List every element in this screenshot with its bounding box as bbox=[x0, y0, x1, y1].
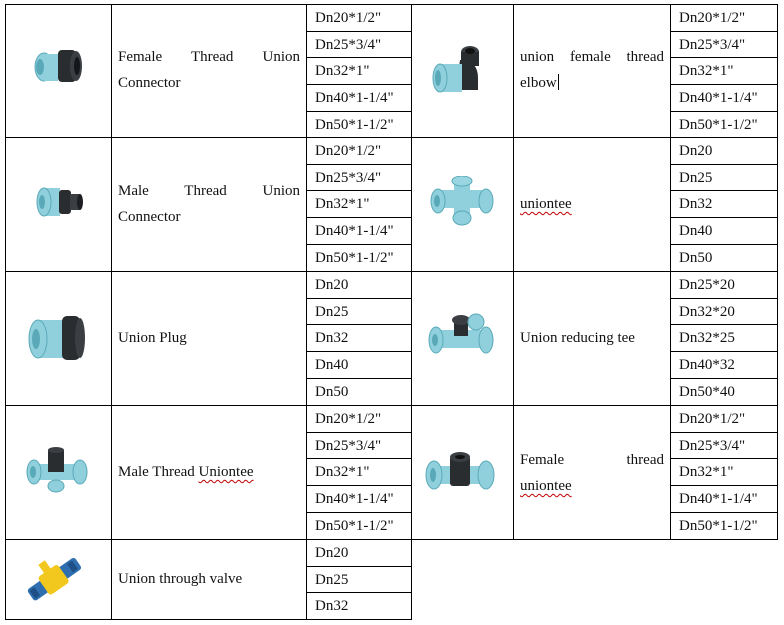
product-name-line2: uniontee bbox=[520, 478, 572, 494]
size-cell: Dn25*3/4" bbox=[315, 437, 382, 454]
size-cell: Dn50*1-1/2" bbox=[315, 517, 394, 534]
size-cell: Dn50 bbox=[315, 383, 349, 400]
size-cell: Dn40 bbox=[315, 357, 349, 374]
size-cell: Dn40*1-1/4" bbox=[315, 90, 394, 107]
table-border-top bbox=[5, 4, 778, 5]
product-name bbox=[518, 44, 666, 96]
product-name-line1 bbox=[118, 464, 254, 480]
size-cell: Dn50*1-1/2" bbox=[679, 517, 758, 534]
female-thread-union-tee-icon bbox=[424, 448, 496, 500]
size-cell: Dn25*3/4" bbox=[315, 36, 382, 53]
column-divider bbox=[111, 4, 112, 620]
size-cell: Dn40*32 bbox=[679, 357, 735, 374]
size-cell: Dn20*1/2" bbox=[315, 10, 382, 26]
size-cell: Dn20*1/2" bbox=[315, 411, 382, 427]
size-cell: Dn40*1-1/4" bbox=[315, 491, 394, 508]
table-border-left bbox=[5, 4, 6, 620]
size-cell: Dn50 bbox=[679, 249, 713, 266]
size-cell: Dn32 bbox=[315, 330, 349, 347]
union-tee-icon bbox=[428, 176, 496, 226]
size-cell: Dn32*1" bbox=[679, 63, 734, 80]
product-name-line1: Union Plug bbox=[118, 330, 187, 346]
size-cell: Dn32 bbox=[315, 598, 349, 615]
size-cell: Dn20*1/2" bbox=[679, 411, 746, 427]
size-cell: Dn25 bbox=[315, 303, 349, 320]
size-cell: Dn20 bbox=[679, 143, 713, 159]
size-cell: Dn32*1" bbox=[315, 63, 370, 80]
product-name-line1: Female Thread Union bbox=[118, 49, 300, 65]
product-name bbox=[518, 191, 666, 217]
product-name-line1: uniontee bbox=[520, 196, 572, 212]
size-cell: Dn25*3/4" bbox=[679, 36, 746, 53]
size-cell: Dn32*25 bbox=[679, 330, 735, 347]
product-name-line1: Union through valve bbox=[118, 571, 243, 587]
size-cell: Dn32*20 bbox=[679, 303, 735, 320]
size-cell: Dn40*1-1/4" bbox=[679, 90, 758, 107]
product-name-text: Male Thread bbox=[118, 464, 199, 480]
product-name-line1: Male Thread Union bbox=[118, 183, 300, 199]
size-cell: Dn25 bbox=[315, 571, 349, 588]
product-name-text: Uniontee bbox=[198, 464, 254, 480]
size-cell: Dn32*1" bbox=[679, 464, 734, 481]
size-cell: Dn50*1-1/2" bbox=[315, 116, 394, 133]
male-thread-union-connector-icon bbox=[32, 180, 84, 224]
product-name-line2: Connector bbox=[118, 209, 181, 225]
product-name bbox=[116, 325, 302, 351]
female-thread-union-connector-icon bbox=[28, 40, 88, 90]
product-name bbox=[518, 325, 666, 351]
size-cell: Dn40 bbox=[679, 223, 713, 240]
product-name bbox=[116, 459, 302, 485]
size-cell: Dn25*3/4" bbox=[315, 169, 382, 186]
text-cursor bbox=[558, 74, 559, 90]
product-name-line1: union female thread bbox=[520, 49, 664, 65]
size-cell: Dn20*1/2" bbox=[315, 143, 382, 159]
size-cell: Dn20 bbox=[315, 545, 349, 561]
union-plug-icon bbox=[26, 310, 88, 368]
union-female-thread-elbow-icon bbox=[430, 40, 500, 98]
size-cell: Dn32*1" bbox=[315, 464, 370, 481]
product-name bbox=[116, 566, 302, 592]
size-cell: Dn25 bbox=[679, 169, 713, 186]
product-name-line1: Union reducing tee bbox=[520, 330, 635, 346]
product-name-line2-text: elbow bbox=[520, 75, 557, 91]
size-cell: Dn40*1-1/4" bbox=[679, 491, 758, 508]
union-through-valve-icon bbox=[22, 554, 88, 606]
product-name-line2 bbox=[520, 70, 664, 96]
column-divider bbox=[513, 4, 514, 540]
product-name bbox=[116, 44, 302, 96]
size-cell: Dn20 bbox=[315, 277, 349, 293]
size-cell: Dn50*1-1/2" bbox=[679, 116, 758, 133]
product-name-line1: Female thread bbox=[520, 452, 664, 468]
size-cell: Dn32 bbox=[679, 196, 713, 213]
size-cell: Dn20*1/2" bbox=[679, 10, 746, 26]
size-cell: Dn50*1-1/2" bbox=[315, 249, 394, 266]
size-cell: Dn40*1-1/4" bbox=[315, 223, 394, 240]
size-cell: Dn32*1" bbox=[315, 196, 370, 213]
size-cell: Dn50*40 bbox=[679, 383, 735, 400]
size-cell: Dn25*20 bbox=[679, 277, 735, 293]
union-reducing-tee-icon bbox=[426, 312, 496, 364]
product-name bbox=[116, 178, 302, 230]
product-name bbox=[518, 447, 666, 499]
product-name-line2: Connector bbox=[118, 75, 181, 91]
size-cell: Dn25*3/4" bbox=[679, 437, 746, 454]
male-thread-union-tee-icon bbox=[22, 446, 90, 496]
